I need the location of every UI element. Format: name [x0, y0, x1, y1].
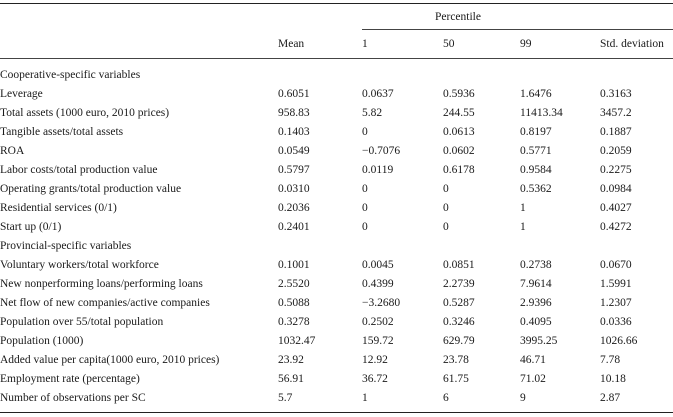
cell-p99: 0.5771: [520, 145, 552, 157]
cell-p50: 61.75: [443, 373, 469, 385]
cell-mean: 0.5797: [278, 164, 310, 176]
table-row: [0, 294, 673, 313]
column-header-p50: 50: [443, 38, 455, 50]
cell-std: 0.0670: [600, 259, 632, 271]
cell-std: 1.5991: [600, 278, 632, 290]
table-top-rule: [0, 3, 673, 4]
cell-p99: 0.8197: [520, 126, 552, 138]
cell-p50: 0.3246: [443, 316, 475, 328]
cell-mean: 0.2036: [278, 202, 310, 214]
variable-label: ROA: [0, 145, 25, 157]
cell-p99: 1: [520, 221, 526, 233]
variable-label: Voluntary workers/total workforce: [0, 259, 159, 271]
table-row: [0, 199, 673, 218]
cell-std: 0.1887: [600, 126, 632, 138]
cell-mean: 1032.47: [278, 335, 316, 347]
cell-p50: 0.0602: [443, 145, 475, 157]
cell-mean: 2.5520: [278, 278, 310, 290]
variable-label: Start up (0/1): [0, 221, 62, 233]
cell-p50: 6: [443, 392, 449, 404]
cell-p1: 0: [362, 221, 368, 233]
cell-mean: 0.0549: [278, 145, 310, 157]
cell-p1: 0.2502: [362, 316, 394, 328]
cell-p50: 0: [443, 221, 449, 233]
cell-p1: −0.7076: [362, 145, 401, 157]
variable-label: Population (1000): [0, 335, 84, 347]
cell-p1: −3.2680: [362, 297, 401, 309]
cell-p50: 629.79: [443, 335, 475, 347]
cell-std: 0.4027: [600, 202, 632, 214]
cell-mean: 0.2401: [278, 221, 310, 233]
cell-p50: 0.5287: [443, 297, 475, 309]
table-body: [0, 66, 673, 408]
cell-std: 0.2059: [600, 145, 632, 157]
cell-p50: 0: [443, 202, 449, 214]
cell-p50: 0.0613: [443, 126, 475, 138]
cell-p99: 46.71: [520, 354, 546, 366]
section-label: Cooperative-specific variables: [0, 69, 141, 81]
cell-p1: 0: [362, 202, 368, 214]
table-bottom-rule: [0, 412, 673, 413]
cell-p1: 0.4399: [362, 278, 394, 290]
cell-p1: 159.72: [362, 335, 394, 347]
cell-p99: 0.4095: [520, 316, 552, 328]
cell-std: 0.3163: [600, 88, 632, 100]
cell-p1: 0: [362, 183, 368, 195]
cell-mean: 5.7: [278, 392, 293, 404]
cell-p99: 0.9584: [520, 164, 552, 176]
variable-label: Labor costs/total production value: [0, 164, 158, 176]
cell-p50: 2.2739: [443, 278, 475, 290]
cell-std: 7.78: [600, 354, 621, 366]
variable-label: Employment rate (percentage): [0, 373, 140, 385]
cell-std: 2.87: [600, 392, 621, 404]
cell-p50: 244.55: [443, 107, 475, 119]
cell-std: 1026.66: [600, 335, 638, 347]
cell-p99: 71.02: [520, 373, 546, 385]
table-row: [0, 123, 673, 142]
cell-p99: 0.2738: [520, 259, 552, 271]
cell-p1: 12.92: [362, 354, 388, 366]
cell-mean: 958.83: [278, 107, 310, 119]
cell-std: 0.2275: [600, 164, 632, 176]
cell-p1: 0.0119: [362, 164, 394, 176]
cell-p50: 0.0851: [443, 259, 475, 271]
table-row: [0, 104, 673, 123]
header-bottom-rule: [0, 58, 673, 59]
variable-label: Leverage: [0, 88, 43, 100]
cell-p99: 7.9614: [520, 278, 552, 290]
table-row: [0, 332, 673, 351]
cell-p99: 2.9396: [520, 297, 552, 309]
cell-p99: 3995.25: [520, 335, 558, 347]
percentile-header: Percentile: [435, 11, 481, 23]
table-row: [0, 370, 673, 389]
cell-std: 0.0984: [600, 183, 632, 195]
cell-mean: 0.1001: [278, 259, 310, 271]
table-row: [0, 85, 673, 104]
table-row: [0, 218, 673, 237]
variable-label: Added value per capita(1000 euro, 2010 prices): [0, 354, 220, 366]
cell-mean: 23.92: [278, 354, 304, 366]
section-header-row: [0, 66, 673, 85]
cell-p1: 0: [362, 126, 368, 138]
column-header-mean: Mean: [278, 38, 305, 50]
cell-p50: 0.6178: [443, 164, 475, 176]
cell-p99: 1.6476: [520, 88, 552, 100]
table-row: [0, 275, 673, 294]
variable-label: Total assets (1000 euro, 2010 prices): [0, 107, 170, 119]
column-header-std: Std. deviation: [600, 38, 664, 50]
column-header-p1: 1: [362, 38, 368, 50]
variable-label: Net flow of new companies/active companies: [0, 297, 210, 309]
cell-p99: 11413.34: [520, 107, 563, 119]
table-row: [0, 142, 673, 161]
variable-label: Number of observations per SC: [0, 392, 146, 404]
section-header-row: [0, 237, 673, 256]
cell-p1: 0.0637: [362, 88, 394, 100]
cell-std: 1.2307: [600, 297, 632, 309]
cell-mean: 0.3278: [278, 316, 310, 328]
table-row: [0, 161, 673, 180]
table-row: [0, 313, 673, 332]
table-row: [0, 389, 673, 408]
cell-p50: 23.78: [443, 354, 469, 366]
variable-label: Population over 55/total population: [0, 316, 164, 328]
variable-label: Residential services (0/1): [0, 202, 117, 214]
cell-p1: 0.0045: [362, 259, 394, 271]
table-row: [0, 256, 673, 275]
cell-mean: 0.0310: [278, 183, 310, 195]
cell-p99: 9: [520, 392, 526, 404]
section-label: Provincial-specific variables: [0, 240, 132, 252]
variable-label: Operating grants/total production value: [0, 183, 182, 195]
cell-p1: 1: [362, 392, 368, 404]
cell-mean: 0.6051: [278, 88, 310, 100]
cell-p99: 0.5362: [520, 183, 552, 195]
cell-mean: 0.1403: [278, 126, 310, 138]
cell-mean: 0.5088: [278, 297, 310, 309]
cell-p99: 1: [520, 202, 526, 214]
cell-std: 0.4272: [600, 221, 632, 233]
cell-std: 3457.2: [600, 107, 632, 119]
column-header-p99: 99: [520, 38, 532, 50]
variable-label: Tangible assets/total assets: [0, 126, 124, 138]
cell-p50: 0.5936: [443, 88, 475, 100]
table-row: [0, 351, 673, 370]
cell-mean: 56.91: [278, 373, 304, 385]
cell-std: 10.18: [600, 373, 626, 385]
cell-std: 0.0336: [600, 316, 632, 328]
table-row: [0, 180, 673, 199]
cell-p50: 0: [443, 183, 449, 195]
variable-label: New nonperforming loans/performing loans: [0, 278, 203, 290]
cell-p1: 36.72: [362, 373, 388, 385]
cell-p1: 5.82: [362, 107, 383, 119]
percentile-underline: [362, 29, 673, 30]
